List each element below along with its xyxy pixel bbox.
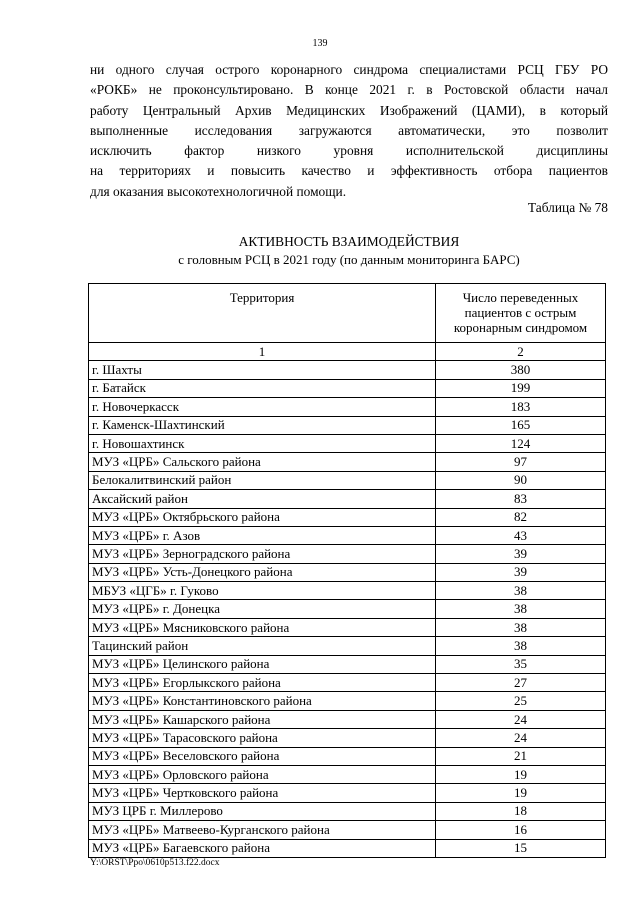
patients-count-cell: 38 bbox=[436, 618, 606, 636]
table-row bbox=[89, 784, 606, 802]
territory-cell: МУЗ «ЦРБ» Целинского района bbox=[89, 655, 436, 673]
territory-cell: МУЗ «ЦРБ» г. Донецка bbox=[89, 600, 436, 618]
paragraph-line: работу Центральный Архив Медицинских Изображений (ЦАМИ), в который bbox=[90, 102, 608, 118]
column-number-row bbox=[89, 343, 606, 361]
patients-count-cell: 39 bbox=[436, 545, 606, 563]
file-path-footer: Y:\ORST\Ppo\0610p513.f22.docx bbox=[90, 858, 220, 868]
paragraph-line: выполненные исследования загружаются автоматически, это позволит bbox=[90, 122, 608, 138]
column-number-1: 1 bbox=[89, 343, 436, 361]
patients-count-cell: 90 bbox=[436, 471, 606, 489]
table-row bbox=[89, 600, 606, 618]
table-row bbox=[89, 453, 606, 471]
patients-count-cell: 19 bbox=[436, 784, 606, 802]
table-row bbox=[89, 821, 606, 839]
territory-cell: МУЗ «ЦРБ» Константиновского района bbox=[89, 692, 436, 710]
territory-cell: г. Каменск-Шахтинский bbox=[89, 416, 436, 434]
patients-count-cell: 124 bbox=[436, 434, 606, 452]
territory-cell: МУЗ «ЦРБ» Мясниковского района bbox=[89, 618, 436, 636]
territory-cell: МУЗ «ЦРБ» Тарасовского района bbox=[89, 729, 436, 747]
territory-cell: МУЗ «ЦРБ» Орловского района bbox=[89, 765, 436, 783]
table-row bbox=[89, 361, 606, 379]
table-row bbox=[89, 802, 606, 820]
table-row bbox=[89, 674, 606, 692]
table-row bbox=[89, 471, 606, 489]
patients-count-cell: 24 bbox=[436, 729, 606, 747]
table-row bbox=[89, 839, 606, 857]
body-paragraph bbox=[90, 60, 608, 202]
table-row bbox=[89, 416, 606, 434]
territory-cell: МУЗ «ЦРБ» Чертковского района bbox=[89, 784, 436, 802]
territory-cell: Аксайский район bbox=[89, 490, 436, 508]
activity-table bbox=[88, 283, 606, 858]
table-label: Таблица № 78 bbox=[527, 200, 608, 215]
territory-cell: МУЗ «ЦРБ» Октябрьского района bbox=[89, 508, 436, 526]
patients-count-cell: 38 bbox=[436, 600, 606, 618]
territory-cell: МУЗ «ЦРБ» Веселовского района bbox=[89, 747, 436, 765]
paragraph-line: на территориях и повысить качество и эффективность отбора пациентов bbox=[90, 163, 608, 179]
patients-count-cell: 27 bbox=[436, 674, 606, 692]
paragraph-line: исключить фактор низкого уровня исполнительской дисциплины bbox=[90, 143, 608, 159]
table-row bbox=[89, 710, 606, 728]
territory-cell: МУЗ «ЦРБ» Зерноградского района bbox=[89, 545, 436, 563]
paragraph-line: «РОКБ» не проконсультировано. В конце 2021 г. в Ростовской области начал bbox=[90, 82, 608, 98]
table-row bbox=[89, 637, 606, 655]
territory-cell: МУЗ «ЦРБ» Усть-Донецкого района bbox=[89, 563, 436, 581]
page-number: 139 bbox=[312, 38, 328, 49]
patients-count-cell: 21 bbox=[436, 747, 606, 765]
territory-cell: МУЗ «ЦРБ» Сальского района bbox=[89, 453, 436, 471]
header-territory: Территория bbox=[89, 284, 436, 343]
patients-count-cell: 183 bbox=[436, 398, 606, 416]
table-title: АКТИВНОСТЬ ВЗАИМОДЕЙСТВИЯ bbox=[238, 234, 460, 249]
territory-cell: МУЗ «ЦРБ» Матвеево-Курганского района bbox=[89, 821, 436, 839]
territory-cell: МУЗ «ЦРБ» Кашарского района bbox=[89, 710, 436, 728]
patients-count-cell: 199 bbox=[436, 379, 606, 397]
territory-cell: г. Новочеркасск bbox=[89, 398, 436, 416]
table-row bbox=[89, 526, 606, 544]
patients-count-cell: 15 bbox=[436, 839, 606, 857]
territory-cell: МУЗ «ЦРБ» Егорлыкского района bbox=[89, 674, 436, 692]
column-number-2: 2 bbox=[436, 343, 606, 361]
patients-count-cell: 165 bbox=[436, 416, 606, 434]
table-row bbox=[89, 692, 606, 710]
table-row bbox=[89, 765, 606, 783]
patients-count-cell: 38 bbox=[436, 582, 606, 600]
paragraph-line: для оказания высокотехнологичной помощи. bbox=[90, 183, 347, 199]
patients-count-cell: 25 bbox=[436, 692, 606, 710]
patients-count-cell: 38 bbox=[436, 637, 606, 655]
table-row bbox=[89, 379, 606, 397]
territory-cell: Белокалитвинский район bbox=[89, 471, 436, 489]
table-row bbox=[89, 490, 606, 508]
table-subtitle: с головным РСЦ в 2021 году (по данным мониторинга БАРС) bbox=[178, 252, 520, 267]
patients-count-cell: 24 bbox=[436, 710, 606, 728]
territory-cell: МБУЗ «ЦГБ» г. Гуково bbox=[89, 582, 436, 600]
header-patients-count: Число переведенных пациентов с острым коронарным синдромом bbox=[436, 284, 606, 343]
table-row bbox=[89, 508, 606, 526]
table-row bbox=[89, 545, 606, 563]
table-row bbox=[89, 618, 606, 636]
patients-count-cell: 35 bbox=[436, 655, 606, 673]
patients-count-cell: 82 bbox=[436, 508, 606, 526]
territory-cell: МУЗ «ЦРБ» г. Азов bbox=[89, 526, 436, 544]
paragraph-line: ни одного случая острого коронарного синдрома специалистами РСЦ ГБУ РО bbox=[90, 62, 608, 77]
header-row bbox=[89, 284, 606, 343]
table-row bbox=[89, 582, 606, 600]
territory-cell: Тацинский район bbox=[89, 637, 436, 655]
territory-cell: г. Шахты bbox=[89, 361, 436, 379]
table-row bbox=[89, 729, 606, 747]
table-row bbox=[89, 434, 606, 452]
patients-count-cell: 18 bbox=[436, 802, 606, 820]
patients-count-cell: 380 bbox=[436, 361, 606, 379]
table-row bbox=[89, 563, 606, 581]
territory-cell: МУЗ «ЦРБ» Багаевского района bbox=[89, 839, 436, 857]
patients-count-cell: 97 bbox=[436, 453, 606, 471]
table-row bbox=[89, 655, 606, 673]
patients-count-cell: 16 bbox=[436, 821, 606, 839]
patients-count-cell: 83 bbox=[436, 490, 606, 508]
patients-count-cell: 19 bbox=[436, 765, 606, 783]
territory-cell: г. Батайск bbox=[89, 379, 436, 397]
table-row bbox=[89, 747, 606, 765]
patients-count-cell: 39 bbox=[436, 563, 606, 581]
patients-count-cell: 43 bbox=[436, 526, 606, 544]
table-row bbox=[89, 398, 606, 416]
territory-cell: г. Новошахтинск bbox=[89, 434, 436, 452]
territory-cell: МУЗ ЦРБ г. Миллерово bbox=[89, 802, 436, 820]
